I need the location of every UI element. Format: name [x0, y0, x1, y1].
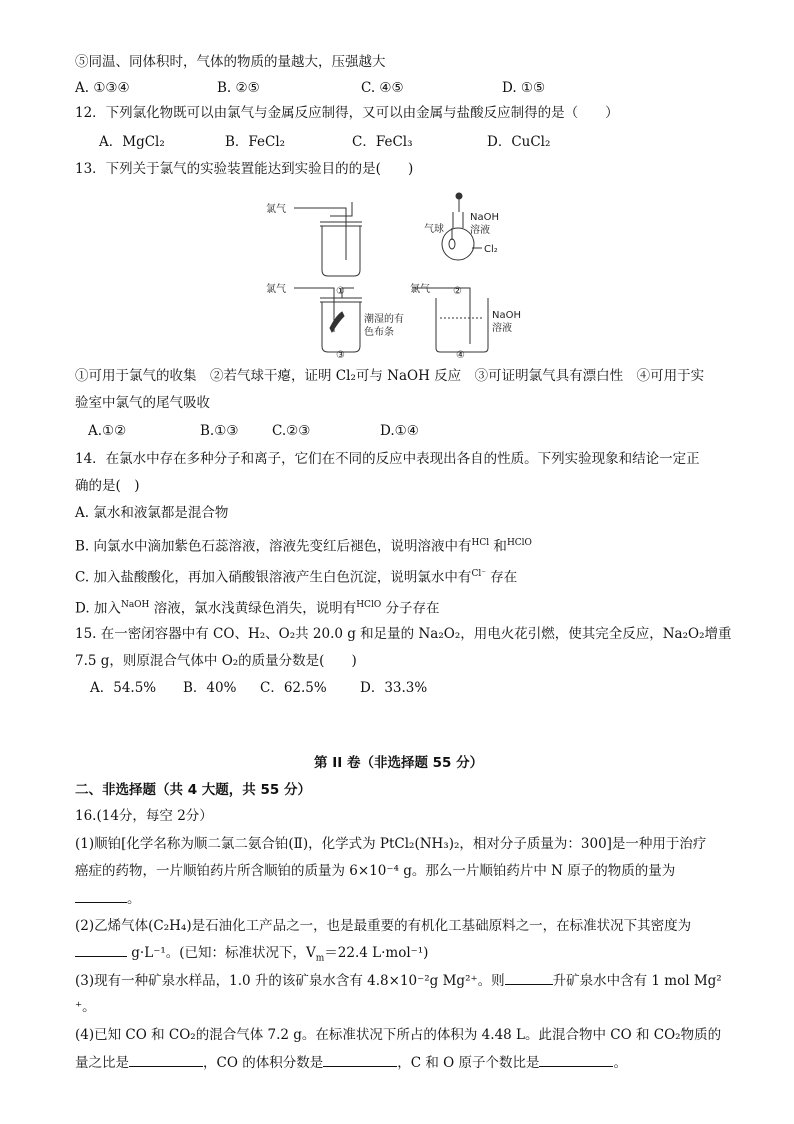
formula-hclo: HClO	[506, 538, 532, 548]
q12-option-b: B．FeCl₂	[225, 134, 286, 150]
q14-option-b	[75, 534, 532, 556]
q15-option-a: A．54.5%	[90, 680, 157, 696]
q16-p3-line-1	[75, 972, 722, 990]
bottle-3	[322, 302, 360, 352]
q13-option-c: C.②③	[272, 423, 311, 439]
q16-header: 16.(14分，每空 2分）	[75, 808, 213, 824]
q14-option-d	[75, 596, 440, 618]
vm-subscript: m	[315, 953, 325, 964]
fig-label-num-2: ②	[453, 286, 462, 297]
q15-stem-line-1: 15. 在一密闭容器中有 CO、H₂、O₂共 20.0 g 和足量的 Na₂O₂，用电火花引燃，使其完全反应，Na₂O₂增重	[75, 626, 732, 642]
apparatus-figure	[260, 192, 560, 360]
q14-option-c	[75, 565, 517, 587]
q11-option-c: C. ④⑤	[361, 80, 404, 96]
answer-blank-5[interactable]	[323, 1054, 397, 1067]
q15-option-b: B．40%	[183, 680, 237, 696]
q16-p4-text-b: ，CO 的体积分数是	[203, 1055, 324, 1071]
q11-option-b: B. ②⑤	[217, 80, 260, 96]
q14-option-b-text: B. 向氯水中滴加紫色石蕊溶液，溶液先变红后褪色，说明溶液中有	[75, 538, 472, 555]
fig-label-solution-4: 溶液	[492, 323, 512, 334]
beaker-4	[436, 298, 488, 352]
section-title: 第 II 卷（非选择题 55 分）	[314, 755, 484, 771]
bottle-1	[322, 226, 360, 276]
q13-stem: 13．下列关于氯气的实验装置能达到实验目的的是( )	[75, 161, 414, 177]
fig-label-num-3: ③	[336, 350, 345, 360]
q16-p4-line-1: (4)已知 CO 和 CO₂的混合气体 7.2 g。在标准状况下所占的体积为 4.48 L。此混合物中 CO 和 CO₂物质的	[75, 1027, 722, 1043]
answer-blank-1[interactable]	[75, 890, 127, 903]
q14-option-d-mid: 溶液，氯水浅黄绿色消失，说明有	[149, 600, 357, 617]
q12-option-d: D．CuCl₂	[487, 134, 551, 150]
q13-desc-line-2: 验室中氯气的尾气吸收	[75, 395, 210, 411]
fig-label-naoh-2: NaOH	[470, 212, 499, 223]
formula-naoh: NaOH	[120, 600, 150, 610]
q16-p1-line-1: (1)顺铂[化学名称为顺二氯二氨合铂(Ⅱ)，化学式为 PtCl₂(NH₃)₂，相对分子质量为：300]是一种用于治疗	[75, 836, 707, 852]
answer-blank-4[interactable]	[129, 1054, 203, 1067]
q14-option-c-tail: 存在	[485, 569, 518, 586]
statement-5: ⑤同温、同体积时，气体的物质的量越大，压强越大	[75, 54, 386, 70]
q16-p4-text-a: 量之比是	[75, 1055, 129, 1071]
q15-option-c: C．62.5%	[260, 680, 327, 696]
q16-p2-text: g·L⁻¹。(已知：标准状况下，V	[127, 945, 316, 961]
q16-p3-text-b: 升矿泉水中含有 1 mol Mg²	[552, 973, 722, 989]
q15-stem-line-2: 7.5 g，则原混合气体中 O₂的质量分数是( )	[75, 653, 357, 669]
fig-label-cl2: Cl₂	[484, 244, 498, 255]
q14-option-c-text: C. 加入盐酸酸化，再加入硝酸银溶液产生白色沉淀，说明氯水中有	[75, 569, 472, 586]
balloon	[449, 239, 455, 249]
q16-p1-line-3	[75, 890, 141, 908]
fig-label-wet-1: 潮湿的有	[364, 314, 404, 325]
q13-option-a: A.①②	[88, 423, 127, 439]
fig-label-wet-2: 色布条	[364, 327, 394, 338]
formula-cl-ion: Cl⁻	[471, 569, 486, 579]
fig-label-num-1: ①	[336, 286, 345, 297]
answer-blank-2[interactable]	[75, 944, 127, 957]
q16-p2-line-1: (2)乙烯气体(C₂H₄)是石油化工产品之一，也是最重要的有机化工基础原料之一，在标准状况下其密度为	[75, 918, 692, 934]
q16-p1-line-2: 癌症的药物，一片顺铂药片所含顺铂的质量为 6×10⁻⁴ g。那么一片顺铂药片中 N 原子的物质的量为	[75, 863, 676, 879]
q13-option-d: D.①④	[380, 423, 419, 439]
answer-blank-6[interactable]	[539, 1054, 613, 1067]
q15-option-d: D．33.3%	[360, 680, 428, 696]
q11-option-a: A. ①③④	[75, 80, 130, 96]
q16-p3-line-2: ⁺。	[75, 999, 96, 1015]
q16-p2-tail: ＝22.4 L·mol⁻¹)	[324, 945, 429, 961]
q14-option-d-text: D. 加入	[75, 600, 121, 617]
answer-blank-3[interactable]	[505, 972, 553, 985]
section-heading: 二、非选择题（共 4 大题，共 55 分）	[75, 782, 311, 798]
q14-stem-line-1: 14．在氯水中存在多种分子和离子，它们在不同的反应中表现出各自的性质。下列实验现象和结论一定正	[75, 451, 700, 467]
q12-option-c: C．FeCl₃	[352, 134, 413, 150]
q12-option-a: A．MgCl₂	[99, 134, 165, 150]
q14-option-d-tail: 分子存在	[381, 600, 440, 617]
q16-p1-end: 。	[127, 891, 141, 907]
formula-hclo-d: HClO	[356, 600, 382, 610]
q16-p4-line-2	[75, 1054, 627, 1072]
fig-label-balloon: 气球	[424, 224, 444, 235]
formula-hcl: HCl	[471, 538, 490, 548]
fig-label-naoh-4: NaOH	[492, 310, 521, 321]
q16-p4-text-c: ，C 和 O 原子个数比是	[397, 1055, 540, 1071]
q11-option-d: D. ①⑤	[502, 80, 546, 96]
q12-stem: 12．下列氯化物既可以由氯气与金属反应制得，又可以由金属与盐酸反应制得的是（ ）	[75, 105, 619, 121]
fig-label-num-4: ④	[456, 350, 465, 360]
q13-option-b: B.①③	[200, 423, 239, 439]
q16-p4-end: 。	[613, 1055, 627, 1071]
q16-p3-text-a: (3)现有一种矿泉水样品，1.0 升的该矿泉水含有 4.8×10⁻²g Mg²⁺。则	[75, 973, 505, 989]
fig-label-chlorine-1: 氯气	[266, 204, 286, 215]
fig-label-chlorine-4: 氯气	[410, 284, 430, 295]
fig-label-solution-2: 溶液	[470, 225, 490, 236]
fig-label-chlorine-3: 氯气	[266, 284, 286, 295]
q14-option-b-and: 和	[489, 538, 507, 555]
cloth-strip	[330, 312, 344, 332]
q14-option-a: A. 氯水和液氯都是混合物	[75, 505, 229, 521]
q16-p2-line-2	[75, 944, 428, 968]
q14-stem-line-2: 确的是( )	[75, 478, 140, 494]
q13-desc-line-1: ①可用于氯气的收集 ②若气球干瘪，证明 Cl₂可与 NaOH 反应 ③可证明氯气具有漂白性 ④可用于实	[75, 368, 705, 384]
